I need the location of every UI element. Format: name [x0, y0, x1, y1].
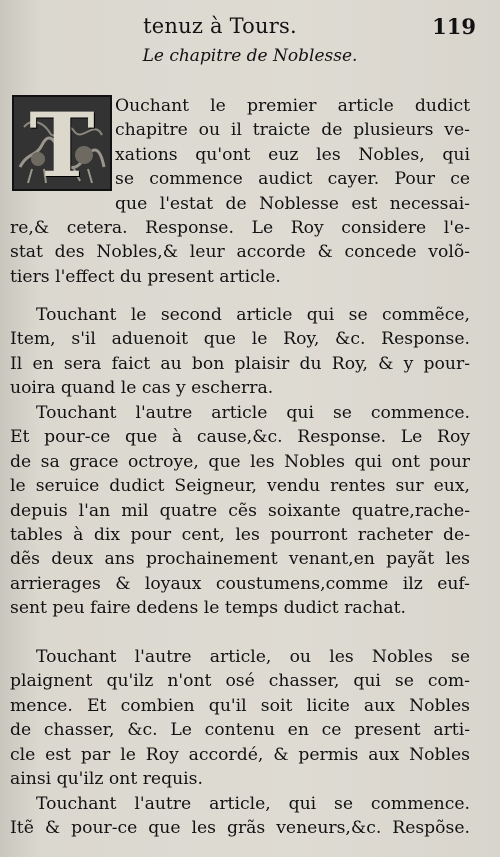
text-line: mence. Et combien qu'il soit licite aux Nobles: [10, 695, 470, 716]
text-line: se commence audict cayer. Pour ce: [115, 169, 470, 190]
page-number: 119: [432, 14, 476, 39]
text-line: tiers l'effect du present article.: [10, 266, 281, 287]
text-line: Item, s'il aduenoit que le Roy, &c. Response.: [10, 329, 470, 350]
text-line: arrierages & loyaux coustumens,comme ilz euf-: [10, 573, 470, 594]
text-line: stat des Nobles,& leur accorde & concede volõ-: [10, 242, 470, 263]
text-line: Itẽ & pour-ce que les grãs veneurs,&c. Respõse.: [10, 818, 470, 839]
text-line: re,& cetera. Response. Le Roy considere l'e-: [10, 217, 470, 238]
text-line: chapitre ou il traicte de plusieurs ve-: [115, 120, 470, 141]
text-line: dẽs deux ans prochainement venant,en payãt les: [10, 549, 470, 570]
text-line: sent peu faire dedens le temps dudict rachat.: [10, 598, 406, 619]
text-line: de sa grace octroye, que les Nobles qui ont pour: [10, 451, 470, 472]
text-line: Ouchant le premier article dudict: [115, 96, 470, 116]
running-title: tenuz à Tours.: [143, 14, 297, 38]
paragraph-5: [10, 792, 470, 841]
paragraph-2: [10, 303, 470, 401]
text-line: cle est par le Roy accordé, & permis aux Nobles: [10, 744, 470, 765]
paragraph-4: [10, 645, 470, 791]
paragraph-3: [10, 401, 470, 621]
text-line: Il en sera faict au bon plaisir du Roy, & y pour-: [10, 353, 470, 374]
text-line: Et pour-ce que à cause,&c. Response. Le Roy: [10, 427, 470, 448]
text-line: ainsi qu'ilz ont requis.: [10, 768, 203, 789]
text-line: plaignent qu'ilz n'ont osé chasser, qui se com-: [10, 671, 470, 692]
text-line: uoira quand le cas y escherra.: [10, 378, 274, 399]
chapter-title: Le chapitre de Noblesse.: [142, 46, 358, 66]
text-line: Touchant l'autre article, qui se commence.: [36, 794, 470, 814]
paragraph-1: [10, 94, 470, 289]
text-line: le seruice dudict Seigneur, vendu rentes sur eux,: [10, 476, 470, 497]
text-line: Touchant l'autre article, ou les Nobles se: [36, 647, 470, 667]
drop-cap-letter: T: [29, 93, 95, 197]
text-line: que l'estat de Noblesse est necessai-: [115, 193, 470, 214]
text-line: tables à dix pour cent, les pourront racheter de-: [10, 524, 470, 545]
text-line: xations qu'ont euz les Nobles, qui: [115, 144, 470, 165]
text-line: Touchant l'autre article qui se commence.: [36, 403, 470, 423]
text-line: depuis l'an mil quatre cẽs soixante quatre,rache-: [10, 500, 470, 521]
text-line: de chasser, &c. Le contenu en ce present arti-: [10, 720, 470, 741]
text-line: Touchant le second article qui se commẽce,: [36, 305, 470, 325]
